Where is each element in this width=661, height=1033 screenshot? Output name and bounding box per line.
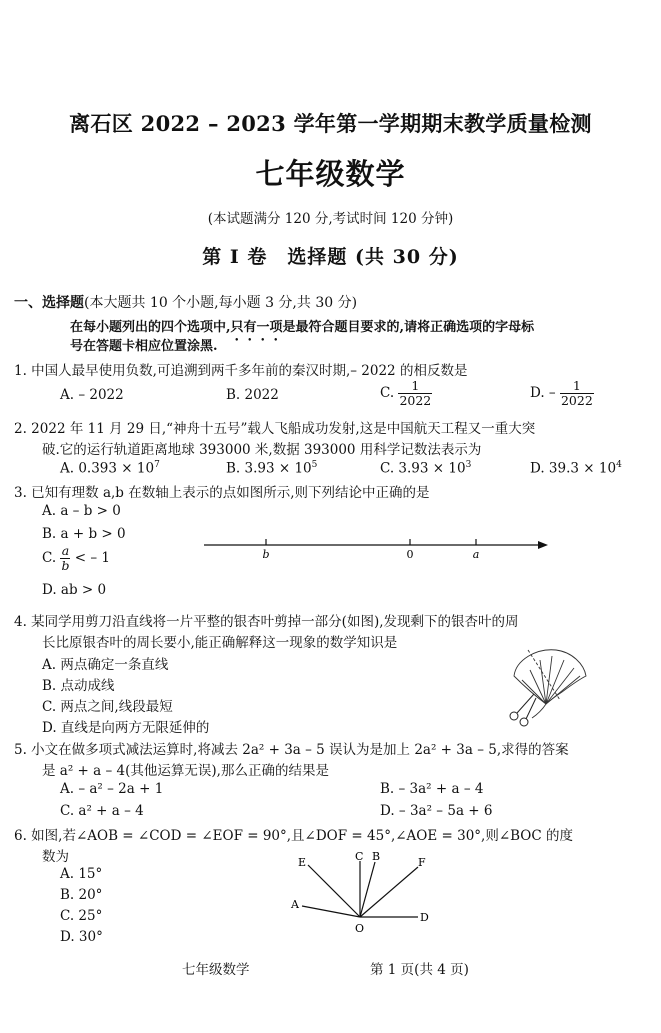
q5-option-b: B. – 3a² + a – 4 [380, 781, 484, 797]
q2-d-exp: 4 [616, 460, 622, 470]
label-a-point: A [291, 898, 299, 911]
q1-option-d [530, 379, 594, 408]
q3-c-prefix: C. [42, 550, 57, 566]
q4-stem-line2: 长比原银杏叶的周长要小,能正确解释这一现象的数学知识是 [42, 635, 398, 651]
label-b: b [262, 548, 270, 560]
volume-title: 第 I 卷 选择题 (共 30 分) [202, 246, 459, 268]
footer-page: 第 1 页(共 4 页) [370, 962, 469, 978]
q1-c-num: 1 [398, 379, 432, 394]
q3-c-fraction [60, 544, 70, 573]
label-f: F [418, 856, 426, 869]
angle-rays [302, 861, 418, 917]
q3-option-d: D. ab > 0 [42, 582, 107, 598]
q1-d-den: 2022 [560, 393, 593, 408]
instruction-part-b: 是最符合题目要求的,请将正确选项的字母标 [282, 320, 535, 335]
q3-option-a: A. a – b > 0 [42, 503, 121, 519]
q3-c-den: b [61, 558, 70, 573]
q6-option-d: D. 30° [60, 929, 103, 945]
q6-stem-line2: 数为 [42, 849, 69, 865]
ray-of [360, 867, 418, 917]
q2-c-exp: 3 [465, 460, 472, 470]
q2-a-exp: 7 [154, 460, 160, 470]
q1-option-c [380, 379, 432, 408]
q1-option-b: B. 2022 [226, 387, 279, 403]
q3-stem: 3. 已知有理数 a,b 在数轴上表示的点如图所示,则下列结论中正确的是 [14, 485, 430, 501]
ginkgo-leaf-figure [500, 640, 590, 730]
q2-option-c [380, 460, 471, 477]
q4-option-d: D. 直线是向两方无限延伸的 [42, 720, 210, 736]
label-c: C [355, 850, 364, 863]
q5-option-c: C. a² + a – 4 [60, 803, 144, 819]
label-a: a [472, 548, 480, 560]
q3-option-c [42, 544, 110, 573]
q2-a-base: A. 0.393 × 10 [60, 460, 155, 477]
q5-option-d: D. – 3a² – 5a + 6 [380, 803, 493, 819]
label-b-point: B [372, 850, 381, 863]
q6-option-c: C. 25° [60, 908, 103, 924]
label-e: E [298, 856, 307, 869]
q1-d-fraction [560, 379, 594, 408]
q4-stem-line1: 4. 某同学用剪刀沿直线将一片平整的银杏叶剪掉一部分(如图),发现剩下的银杏叶的周 [14, 614, 519, 630]
ray-ob [360, 862, 375, 917]
q6-option-a: A. 15° [60, 866, 103, 882]
section-instruction-cont: 号在答题卡相应位置涂黑. [70, 339, 218, 354]
exam-title: 离石区 2022 – 2023 学年第一学期期末教学质量检测 [69, 111, 592, 136]
q2-option-b [226, 460, 317, 477]
q4-option-a: A. 两点确定一条直线 [42, 657, 169, 673]
q3-c-suffix: < – 1 [74, 550, 110, 566]
q1-d-num: 1 [560, 379, 594, 394]
q1-option-a: A. – 2022 [60, 387, 124, 403]
footer-subject: 七年级数学 [182, 962, 250, 978]
q2-option-d [530, 460, 622, 477]
exam-note: (本试题满分 120 分,考试时间 120 分钟) [207, 211, 454, 227]
ginkgo-leaf-icon [514, 650, 586, 718]
number-line [200, 534, 552, 560]
label-zero: 0 [406, 548, 414, 560]
q2-stem-line1: 2. 2022 年 11 月 29 日,“神舟十五号”载人飞船成功发射,这是中国航天工程又一重大突 [14, 421, 536, 437]
q3-c-num: a [61, 543, 70, 558]
number-line-arrow [538, 541, 548, 549]
instruction-part-a: 在每小题列出的四个选项中, [70, 320, 231, 335]
q5-stem-line1: 5. 小文在做多项式减法运算时,将减去 2a² + 3a – 5 误认为是加上 2a² + 3a – 5,求得的答案 [14, 742, 569, 758]
instruction-emphasis: 只有一项 [230, 320, 283, 335]
q2-d-base: D. 39.3 × 10 [530, 460, 617, 477]
angle-diagram [280, 845, 440, 937]
subject-title: 七年级数学 [255, 157, 406, 191]
section-label: 一、选择题 [14, 295, 84, 311]
q4-option-c: C. 两点之间,线段最短 [42, 699, 173, 715]
label-d: D [420, 911, 429, 924]
q5-option-a: A. – a² – 2a + 1 [60, 781, 164, 797]
q5-stem-line2: 是 a² + a – 4(其他运算无误),那么正确的结果是 [42, 763, 329, 779]
q2-option-a [60, 460, 160, 477]
q1-c-prefix: C. [380, 385, 395, 401]
q4-option-b: B. 点动成线 [42, 678, 115, 694]
q1-c-fraction [398, 379, 432, 408]
label-o: O [355, 922, 365, 935]
section-heading [14, 292, 357, 312]
q2-stem-line2: 破.它的运行轨道距离地球 393000 米,数据 393000 用科学记数法表示为 [42, 442, 482, 458]
q1-stem: 1. 中国人最早使用负数,可追溯到两千多年前的秦汉时期,– 2022 的相反数是 [14, 363, 468, 379]
q1-d-prefix: D. – [530, 385, 556, 401]
q1-c-den: 2022 [399, 393, 432, 408]
q2-b-base: B. 3.93 × 10 [226, 460, 312, 477]
section-detail: (本大题共 10 个小题,每小题 3 分,共 30 分) [84, 295, 358, 311]
q2-c-base: C. 3.93 × 10 [380, 460, 466, 477]
q3-option-b: B. a + b > 0 [42, 526, 126, 542]
q2-b-exp: 5 [311, 460, 318, 470]
q6-option-b: B. 20° [60, 887, 103, 903]
q6-stem-line1: 6. 如图,若∠AOB = ∠COD = ∠EOF = 90°,且∠DOF = 45°,∠AOE = 30°,则∠BOC 的度 [14, 828, 573, 844]
scissors-icon [510, 694, 536, 726]
